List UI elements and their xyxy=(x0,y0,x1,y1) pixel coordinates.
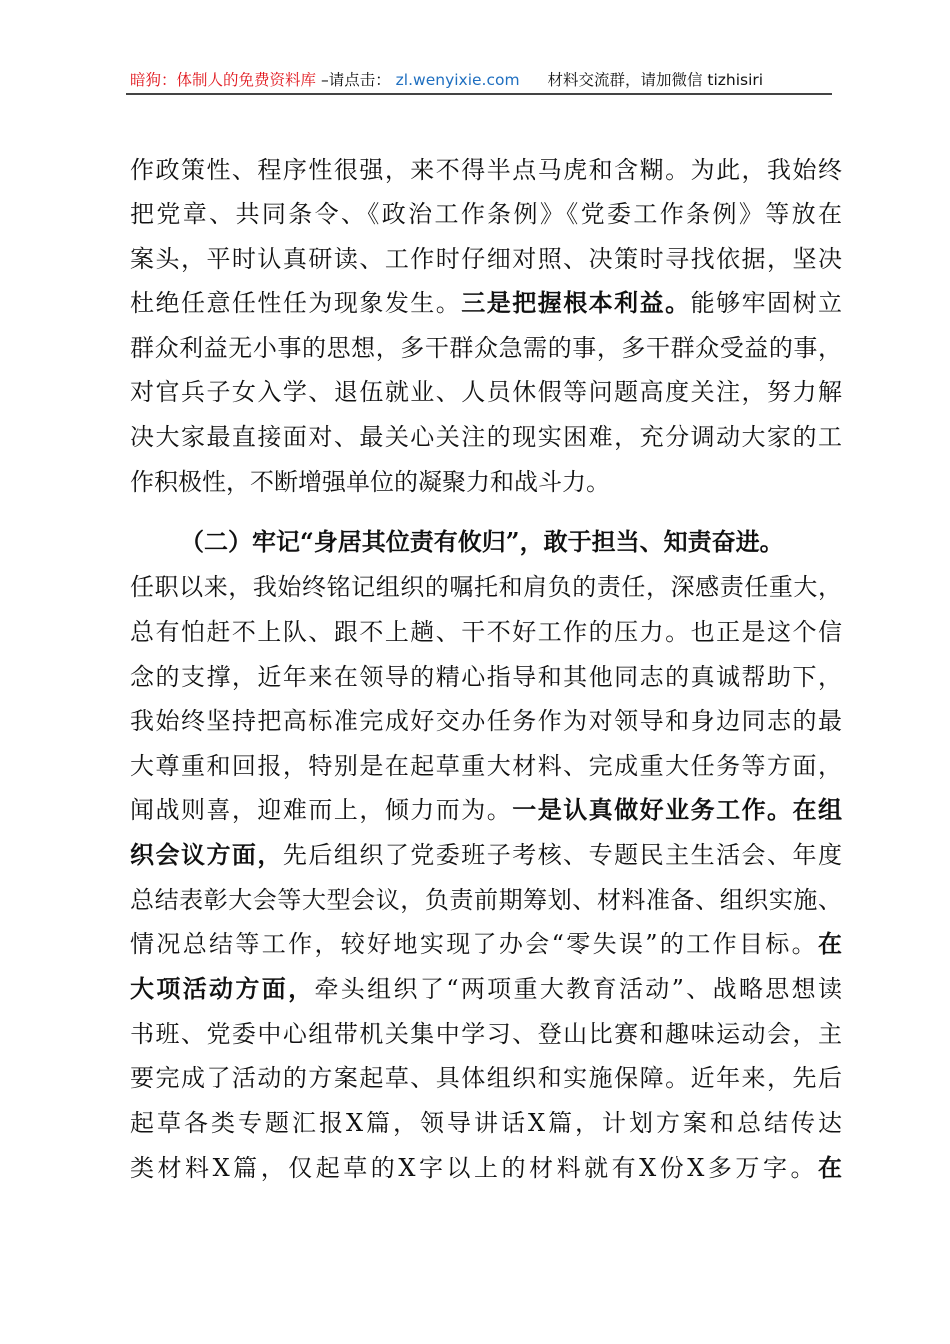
bold-text: （二）牢记“身居其位责有攸归”，敢于担当、知责奋进。 xyxy=(180,527,784,556)
text-segment: 牵头组织了“两项重大教育活动”、战略思想读 xyxy=(314,975,842,1003)
bold-text: 在 xyxy=(818,1153,842,1182)
bold-text: 大项活动方面， xyxy=(130,974,315,1003)
text-segment: 杜绝任意任性任为现象发生。 xyxy=(130,289,462,317)
wechat-note: 材料交流群，请加微信 tizhisiri xyxy=(547,71,764,89)
text-segment: 念的支撑，近年来在领导的精心指导和其他同志的真诚帮助下， xyxy=(130,663,842,691)
paragraph-line xyxy=(130,464,842,500)
text-segment: 我始终坚持把高标准完成好交办任务作为对领导和身边同志的最 xyxy=(130,707,842,735)
text-segment: 情况总结等工作，较好地实现了办会“零失误”的工作目标。 xyxy=(130,930,818,958)
paragraph-line xyxy=(130,241,842,277)
text-segment: 总有怕赶不上队、跟不上趟、干不好工作的压力。也正是这个信 xyxy=(130,618,842,646)
text-segment: 对官兵子女入学、退伍就业、人员休假等问题高度关注，努力解 xyxy=(130,378,842,406)
paragraph-line xyxy=(130,926,842,962)
text-segment: 作积极性，不断增强单位的凝聚力和战斗力。 xyxy=(130,468,610,496)
text-segment: 大尊重和回报，特别是在起草重大材料、完成重大任务等方面， xyxy=(130,752,842,780)
paragraph-line xyxy=(130,419,842,455)
text-segment: 案头，平时认真研读、工作时仔细对照、决策时寻找依据，坚决 xyxy=(130,245,842,273)
paragraph-line xyxy=(130,152,842,188)
site-name: 暗狗：体制人的免费资料库 xyxy=(130,71,317,89)
paragraph-line xyxy=(130,285,842,321)
bold-text: 在 xyxy=(818,929,842,958)
site-url-link[interactable]: zl.wenyixie.com xyxy=(395,71,520,89)
paragraph-line xyxy=(130,837,842,873)
header-divider xyxy=(126,93,832,95)
section-heading xyxy=(180,524,842,560)
paragraph-line xyxy=(130,374,842,410)
text-segment: 作政策性、程序性很强，来不得半点马虎和含糊。为此，我始终 xyxy=(130,156,842,184)
paragraph-line xyxy=(130,792,842,828)
text-segment: 群众利益无小事的思想，多干群众急需的事，多干群众受益的事， xyxy=(130,334,842,362)
paragraph-line xyxy=(130,703,842,739)
page-header xyxy=(130,68,832,92)
text-segment: 书班、党委中心组带机关集中学习、登山比赛和趣味运动会，主 xyxy=(130,1020,842,1048)
text-segment: 闻战则喜，迎难而上，倾力而为。 xyxy=(130,796,513,824)
paragraph-line xyxy=(130,196,842,232)
click-prompt: –请点击： xyxy=(320,71,391,89)
paragraph-line xyxy=(130,330,842,366)
paragraph-line xyxy=(130,659,842,695)
paragraph-line xyxy=(130,748,842,784)
text-segment: 要完成了活动的方案起草、具体组织和实施保障。近年来，先后 xyxy=(130,1064,842,1092)
paragraph-line xyxy=(130,614,842,650)
text-segment: 先后组织了党委班子考核、专题民主生活会、年度 xyxy=(282,841,843,869)
text-segment: 任职以来，我始终铭记组织的嘱托和肩负的责任，深感责任重大， xyxy=(130,573,842,601)
text-segment: 把党章、共同条令、《政治工作条例》《党委工作条例》等放在 xyxy=(130,200,842,228)
paragraph-line xyxy=(130,971,842,1007)
text-segment: 能够牢固树立 xyxy=(690,289,843,317)
text-segment: 类材料X篇，仅起草的X字以上的材料就有X份X多万字。 xyxy=(130,1154,818,1182)
text-segment: 总结表彰大会等大型会议，负责前期筹划、材料准备、组织实施、 xyxy=(130,886,842,914)
paragraph-line xyxy=(130,1150,842,1186)
paragraph-line xyxy=(130,1060,842,1096)
bold-text: 三是把握根本利益。 xyxy=(461,288,691,317)
paragraph-line xyxy=(130,1016,842,1052)
text-segment: 起草各类专题汇报X篇，领导讲话X篇，计划方案和总结传达 xyxy=(130,1109,842,1137)
paragraph-line xyxy=(130,882,842,918)
text-segment: 决大家最直接面对、最关心关注的现实困难，充分调动大家的工 xyxy=(130,423,842,451)
paragraph-line xyxy=(130,1105,842,1141)
bold-text: 织会议方面， xyxy=(130,840,283,869)
paragraph-line xyxy=(130,569,842,605)
bold-text: 一是认真做好业务工作。在组 xyxy=(512,795,843,824)
